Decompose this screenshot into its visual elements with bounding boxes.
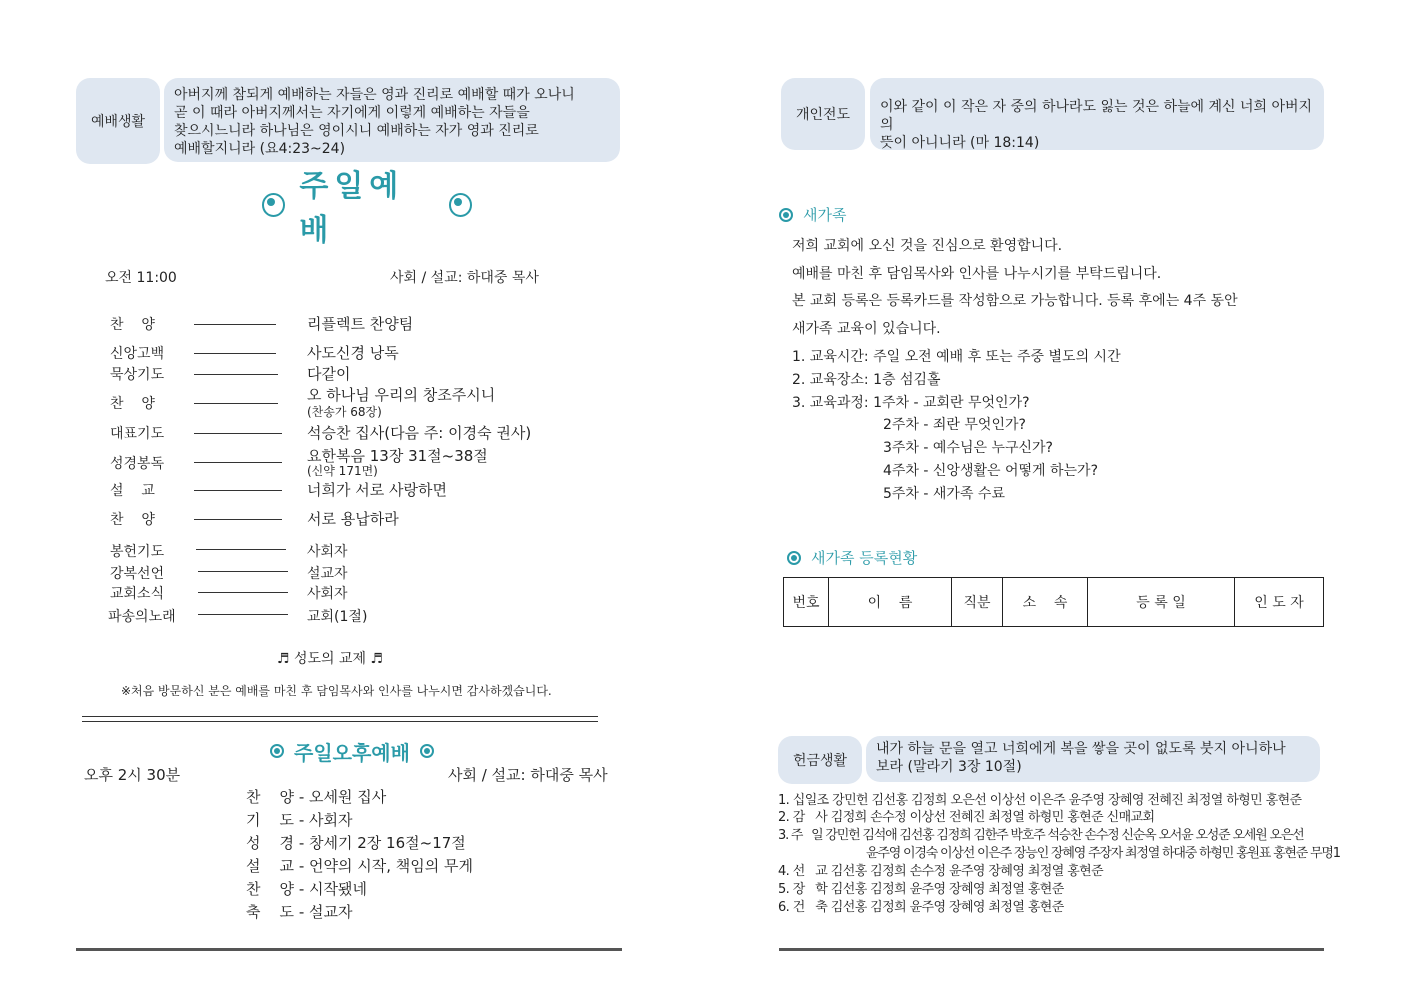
- order-label: 묵상기도: [110, 367, 165, 383]
- newcomers-line: 저희 교회에 오신 것을 진심으로 환영합니다.: [792, 238, 1063, 254]
- order-label: 파송의노래: [108, 609, 176, 625]
- target-icon: [779, 208, 793, 222]
- registration-heading: [787, 547, 917, 568]
- order-item: 너희가 서로 사랑하면: [307, 481, 447, 499]
- divider: [194, 324, 276, 325]
- divider: [194, 490, 282, 491]
- evangelism-tab: 개인전도: [781, 78, 865, 150]
- verse-line: 보라 (말라기 3장 10절): [876, 759, 1022, 775]
- table-row: [784, 578, 1324, 627]
- order-item-sub: (찬송가 68장): [307, 405, 382, 419]
- order-label: 찬 양: [110, 396, 155, 412]
- order-item: 사도신경 낭독: [307, 344, 399, 362]
- order-item: 오 하나님 우리의 창조주시니: [307, 386, 496, 404]
- section-divider: [82, 716, 598, 722]
- afternoon-title-text: 주일오후예배: [294, 740, 410, 765]
- afternoon-time: 오후 2시 30분: [84, 766, 181, 784]
- sunday-service-title: [262, 169, 472, 248]
- order-label: 찬 양: [246, 880, 295, 898]
- order-item: 창세기 2장 16절~17절: [309, 834, 466, 852]
- afternoon-row: 축 도 - 설교자: [246, 903, 353, 921]
- service-time: 오전 11:00: [105, 270, 177, 286]
- worship-life-tab: 예배생활: [76, 78, 160, 164]
- order-label: 축 도: [246, 903, 295, 921]
- divider: [194, 353, 276, 354]
- order-item: 설교자: [307, 566, 348, 582]
- course-line: 3주차 - 예수님은 누구신가?: [883, 440, 1053, 456]
- registration-table: [783, 577, 1324, 627]
- course-line: 5주차 - 새가족 수료: [883, 486, 1005, 502]
- divider: [194, 403, 278, 404]
- divider: [194, 374, 278, 375]
- order-label: 성 경: [246, 834, 295, 852]
- newcomers-line: 새가족 교육이 있습니다.: [792, 321, 941, 337]
- order-item: 교회(1절): [307, 609, 368, 625]
- bottom-rule: [76, 948, 622, 951]
- target-icon: [270, 744, 284, 758]
- afternoon-service-title: [270, 737, 434, 765]
- education-line: 2. 교육장소: 1층 섬김홀: [792, 372, 941, 388]
- fellowship-line: ♬ 성도의 교제 ♬: [277, 651, 384, 667]
- offering-line: 1. 십일조 강민헌 김선홍 김정희 오은선 이상선 이은주 윤주영 장혜영 전혜진 최정열 하형민 홍현준: [778, 793, 1302, 808]
- offering-line: 3. 주 일 강민헌 김석애 김선홍 김정희 김한주 박호주 석승찬 손수정 신순옥 오서윤 오성준 오세원 오은선: [778, 828, 1304, 843]
- order-label: 찬 양: [246, 788, 295, 806]
- order-item: 언약의 시작, 책임의 무게: [309, 857, 473, 875]
- order-label: 기 도: [246, 811, 295, 829]
- newcomers-line: 예배를 마친 후 담임목사와 인사를 나누시기를 부탁드립니다.: [792, 266, 1162, 282]
- target-icon: [420, 744, 434, 758]
- offering-line: 5. 장 학 김선홍 김정희 윤주영 장혜영 최정열 홍현준: [778, 882, 1064, 897]
- course-line: 4주차 - 신앙생활은 어떻게 하는가?: [883, 463, 1099, 479]
- afternoon-row: 찬 양 - 오세원 집사: [246, 788, 387, 806]
- order-label: 찬 양: [110, 317, 155, 333]
- order-label: 강복선언: [110, 566, 165, 582]
- order-label: 신앙고백: [110, 346, 165, 362]
- column-header: 소 속: [1003, 578, 1088, 627]
- verse-line: 아버지께 참되게 예배하는 자들은 영과 진리로 예배할 때가 오나니: [174, 87, 575, 103]
- offering-verse: [866, 736, 1320, 782]
- offering-line: 2. 감 사 김정희 손수정 이상선 전혜진 최정열 하형민 홍현준 신매교회: [778, 810, 1155, 825]
- target-icon: [787, 551, 801, 565]
- order-item: 요한복음 13장 31절~38절: [307, 447, 488, 465]
- column-header: 직분: [952, 578, 1003, 627]
- divider: [194, 519, 282, 520]
- education-line: 1. 교육시간: 주일 오전 예배 후 또는 주중 별도의 시간: [792, 349, 1121, 365]
- verse-line: 내가 하늘 문을 열고 너희에게 복을 쌓을 곳이 없도록 붓지 아니하나: [876, 741, 1286, 757]
- order-label: 성경봉독: [110, 456, 165, 472]
- offering-line: 6. 건 축 김선홍 김정희 윤주영 장혜영 최정열 홍현준: [778, 900, 1064, 915]
- offering-line: 4. 선 교 김선홍 김정희 손수정 윤주영 장혜영 최정열 홍현준: [778, 864, 1104, 879]
- order-item-sub: (신약 171면): [307, 464, 378, 478]
- course-line: 2주차 - 죄란 무엇인가?: [883, 417, 1026, 433]
- order-item: 설교자: [309, 903, 353, 921]
- order-item: 서로 용납하라: [307, 510, 399, 528]
- newcomers-heading: [779, 204, 846, 225]
- order-label: 찬 양: [110, 512, 155, 528]
- order-item: 오세원 집사: [309, 788, 387, 806]
- column-header: 등 록 일: [1088, 578, 1235, 627]
- service-leader: 사회 / 설교: 하대중 목사: [390, 270, 539, 286]
- order-label: 설 교: [110, 483, 155, 499]
- target-icon: [449, 193, 472, 217]
- column-header: 번호: [784, 578, 829, 627]
- afternoon-row: 설 교 - 언약의 시작, 책임의 무게: [246, 857, 473, 875]
- order-label: 설 교: [246, 857, 295, 875]
- order-item: 리플렉트 찬양팀: [307, 315, 414, 333]
- order-item: 시작됐네: [309, 880, 367, 898]
- column-header: 이 름: [829, 578, 952, 627]
- afternoon-row: 찬 양 - 시작됐네: [246, 880, 367, 898]
- visitor-notice: ※처음 방문하신 분은 예배를 마친 후 담임목사와 인사를 나누시면 감사하겠습니다.: [121, 684, 552, 698]
- column-header: 인 도 자: [1235, 578, 1324, 627]
- verse-line: 뜻이 아니니라 (마 18:14): [880, 135, 1040, 151]
- page-title: 주일예배: [299, 169, 405, 248]
- order-label: 봉헌기도: [110, 544, 165, 560]
- afternoon-leader: 사회 / 설교: 하대중 목사: [448, 766, 608, 784]
- verse-line: 찾으시느니라 하나님은 영이시니 예배하는 자가 영과 진리로: [174, 123, 539, 139]
- order-item: 다같이: [307, 365, 351, 383]
- divider: [194, 433, 282, 434]
- bottom-rule: [779, 948, 1324, 951]
- newcomers-line: 본 교회 등록은 등록카드를 작성함으로 가능합니다. 등록 후에는 4주 동안: [792, 293, 1238, 309]
- offering-tab: 헌금생활: [778, 736, 862, 784]
- target-icon: [262, 193, 285, 217]
- verse-line: 예배할지니라 (요4:23~24): [174, 141, 346, 157]
- order-label: 대표기도: [110, 426, 165, 442]
- divider: [196, 549, 286, 550]
- afternoon-row: 성 경 - 창세기 2장 16절~17절: [246, 834, 466, 852]
- order-item: 사회자: [307, 544, 348, 560]
- education-line: 3. 교육과정: 1주차 - 교회란 무엇인가?: [792, 395, 1030, 411]
- registration-heading-text: 새가족 등록현황: [811, 549, 918, 567]
- order-item: 사회자: [307, 586, 348, 602]
- divider: [198, 592, 288, 593]
- verse-line: 이와 같이 이 작은 자 중의 하나라도 잃는 것은 하늘에 계신 너희 아버지의: [880, 99, 1313, 133]
- divider: [194, 462, 282, 463]
- verse-line: 곧 이 때라 아버지께서는 자기에게 이렇게 예배하는 자들을: [174, 105, 530, 121]
- divider: [198, 571, 288, 572]
- order-item: 사회자: [309, 811, 353, 829]
- worship-life-verse: [164, 78, 620, 162]
- order-label: 교회소식: [110, 586, 165, 602]
- order-item: 석승찬 집사(다음 주: 이경숙 권사): [307, 424, 532, 442]
- evangelism-verse: [870, 78, 1324, 150]
- offering-line: 윤주영 이경숙 이상선 이은주 장능인 장혜영 주장자 최정열 하대중 하형민 홍원표 홍현준 무명1: [866, 846, 1340, 861]
- divider: [198, 614, 288, 615]
- afternoon-row: 기 도 - 사회자: [246, 811, 353, 829]
- newcomers-heading-text: 새가족: [803, 206, 847, 224]
